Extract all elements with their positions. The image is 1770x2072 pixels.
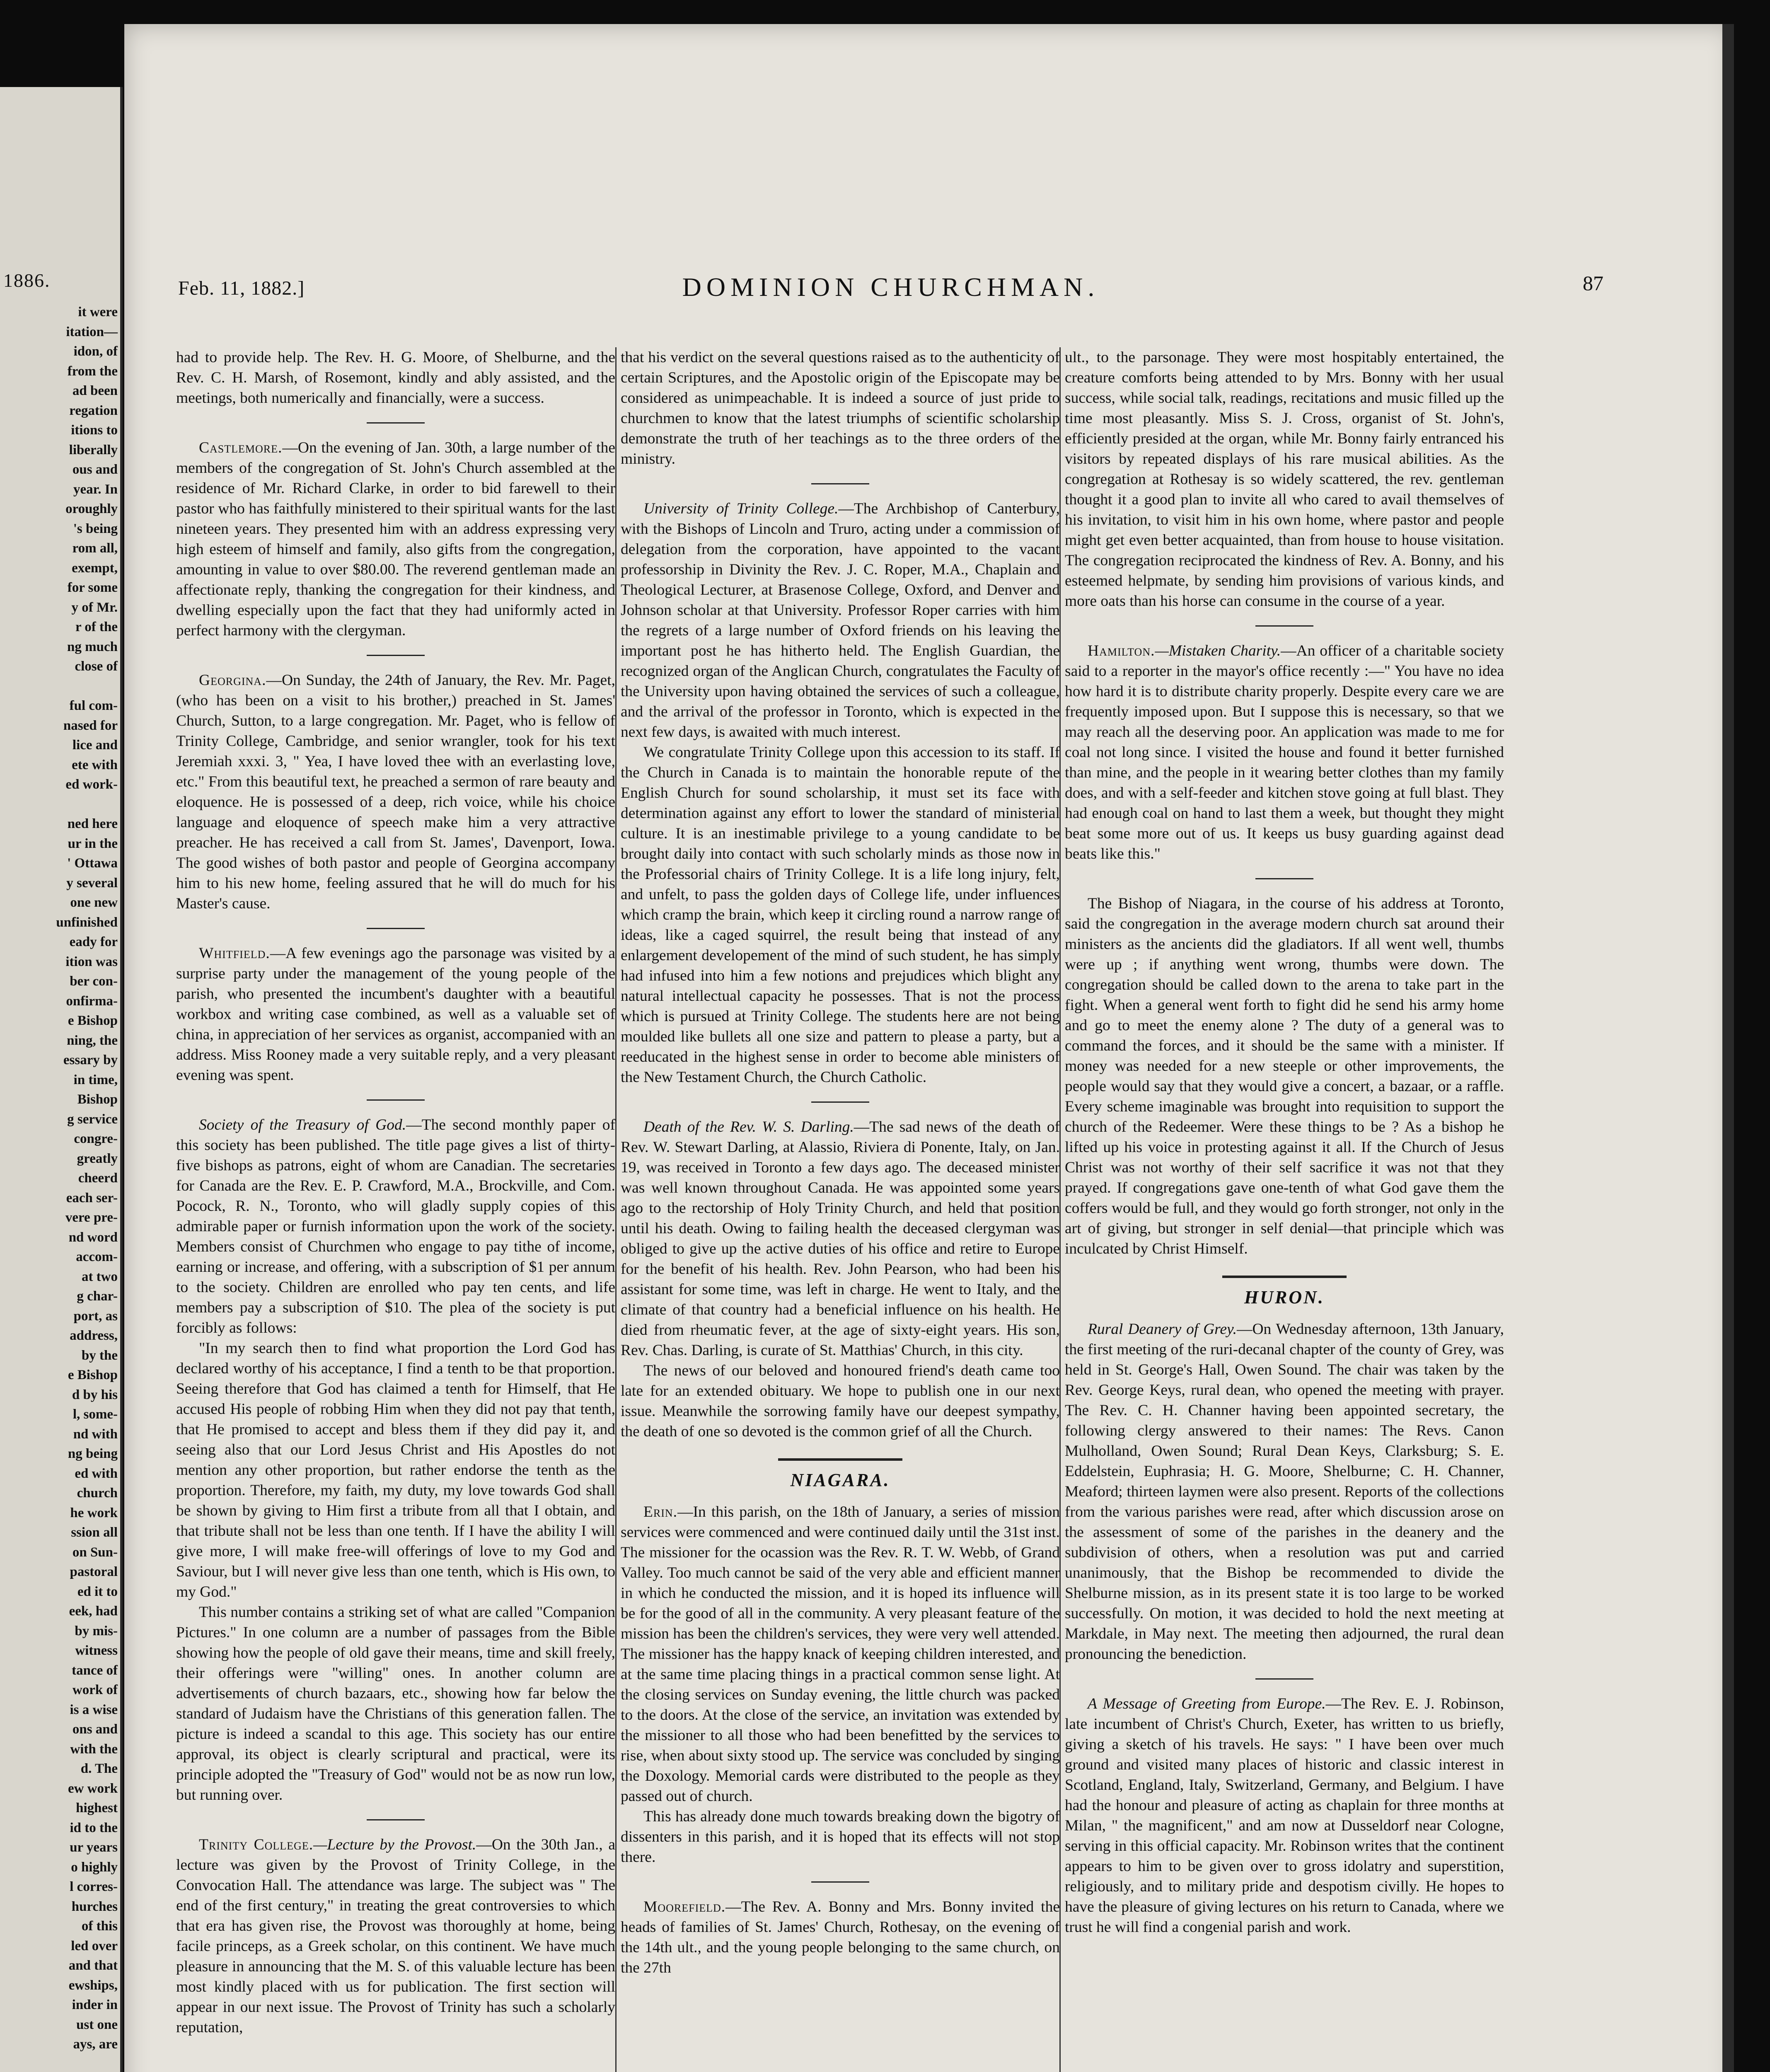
- previous-page-fragment: g char-: [77, 1289, 118, 1304]
- previous-page-fragment: [0, 795, 118, 815]
- previous-page-fragment: nd with: [73, 1426, 118, 1442]
- previous-page-fragment: liberally: [69, 442, 118, 457]
- article-hamilton: [1065, 641, 1504, 864]
- article-heading: Whitfield.: [199, 945, 270, 962]
- previous-page-fragment: oroughly: [65, 501, 118, 516]
- previous-page-fragment: rom all,: [72, 541, 118, 556]
- section-rule: [778, 1458, 902, 1461]
- previous-page-fragment: essary by: [63, 1053, 118, 1067]
- previous-page-fragment: at two: [81, 1269, 118, 1284]
- previous-page-fragment: e Bishop: [68, 1368, 118, 1382]
- article-body: —On the evening of Jan. 30th, a large number of the members of the congregation of St. John's Church assembled at the residence of Mr. Richard Clarke, in order to bid farewell to their pastor who has faithfully ministered to their spiritual wants for the last nineteen years. They presented him with an address expressing very high esteem of himself and family, also gifts from the congregation, amounting in value to over $80.00. The reverend gentleman made an affectionate reply, thanking the congregation for their kindness, and dwelling especially upon the fact that they had uniformly acted in perfect harmony with the clergyman.: [176, 439, 615, 639]
- article-university: [621, 499, 1060, 742]
- previous-page-fragment: hurches: [71, 1899, 118, 1914]
- separator: [367, 1099, 425, 1101]
- article-body: —The Rev. E. J. Robinson, late incumbent of Christ's Church, Exeter, has written to us briefly, giving a sketch of his travels. He says: " I have been over much ground and visited many places of historic and classic interest in Scotland, England, Italy, Switzerland, Germany, and Belgium. I have had the honour and pleasure of acting as chaplain for three months at Milan, " the magnificent," and am now at Dusseldorf near Cologne, serving in this official capacity. Mr. Robinson writes that the continent appears to him to be given over to gross idolatry and superstition, religiously, and to military pride and despotism civilly. He hopes to have the pleasure of giving lectures on his return to Canada, where we trust he will find a congenial parish and work.: [1065, 1695, 1504, 1936]
- masthead-title: DOMINION CHURCHMAN.: [682, 272, 1100, 302]
- previous-page-fragment: congre-: [74, 1131, 118, 1146]
- article-bishop: The Bishop of Niagara, in the course of his address at Toronto, said the congregation in the average modern church sat around their ministers as the ancients did the gladiators. If all went well, thumbs were up ; if anything went wrong, thumbs were down. The congregation should be called down to the arena to take part in the fight. When a general went forth to fight did he send his army home and go to meet the enemy alone ? The duty of a general was to command the forces, and it should be the same with a minister. If money was needed for a new steeple or other improvements, the people would say that they would give a concert, a bazaar, or a raffle. Every scheme imaginable was brought into requisition to support the church of the Redeemer. Were these things to be ? As a bishop he lifted up his voice in protesting against it all. If the Church of Jesus Christ was not worthy of their self sacrifice it was not that they prayed. If congregations gave one-tenth of what God gave them the coffers would be full, and they would go forth stronger, not only in the art of giving, but stronger in self denial—that principle which was inculcated by Christ Himself.: [1065, 895, 1504, 1257]
- page-content: [124, 24, 1734, 2072]
- column-1: [176, 347, 615, 2072]
- article-heading: Death of the Rev. W. S. Darling.: [643, 1118, 854, 1135]
- previous-page-fragment: year. In: [73, 482, 118, 497]
- previous-page-fragment: Bishop: [77, 1092, 118, 1107]
- article-body: —On Wednesday afternoon, 13th January, the first meeting of the ruri-decanal chapter of the county of Grey, was held in St. George's Hall, Owen Sound. The chair was taken by the Rev. George Keys, rural dean, who opened the meeting with prayer. The Rev. C. H. Channer having been appointed secretary, the following clergy answered to their names: The Revs. Canon Mulholland, Owen Sound; Rural Dean Keys, Clarksburg; S. E. Eddelstein, Euphrasia; H. G. Moore, Shelburne; C. H. Channer, Meaford; thirteen laymen were also present. Reports of the collections from the various parishes were read, after which discussion arose on the assessment of some of the parishes in the deanery and the subdivision of others, when a resolution was put and carried unanimously, that the Bishop be recommended to divide the Shelburne mission, as in its present state it is too large to be worked successfully. On motion, it was decided to hold the next meeting at Markdale, in May next. The meeting then adjourned, the rural dean pronouncing the benediction.: [1065, 1321, 1504, 1663]
- previous-page-fragment: tance of: [72, 1663, 118, 1678]
- previous-page-fragment: d. The: [80, 1761, 118, 1776]
- page-number: 87: [1583, 271, 1603, 295]
- article-continuation: that his verdict on the several questions raised as to the authenticity of certain Scriptures, and the Apostolic origin of the Episcopate may be considered as unimpeachable. It is indeed a source of just pride to churchmen to know that the latest triumphs of scientific scholarship demonstrate the truth of her teachings as to the three orders of the ministry.: [621, 349, 1060, 467]
- column-rule: [615, 347, 617, 2072]
- previous-page-fragment: o highly: [71, 1859, 118, 1875]
- separator: [811, 483, 869, 484]
- article-body: —A few evenings ago the parsonage was visited by a surprise party under the management of the young people of the parish, who presented the incumbent's daughter with a beautiful workbox and writing case combined, as well as a valuable set of china, in appreciation of her services as organist, accompanied with an address. Miss Rooney made a very suitable reply, and a very pleasant evening was spent.: [176, 945, 615, 1084]
- article-death: [621, 1117, 1060, 1360]
- previous-page-fragment: by mis-: [75, 1623, 118, 1639]
- previous-page-fragment: l, some-: [73, 1407, 118, 1422]
- previous-page-fragment: l corres-: [70, 1879, 118, 1894]
- previous-page-fragment: vere pre-: [65, 1210, 118, 1225]
- previous-page-fragment: one new: [70, 895, 118, 910]
- previous-page-fragment: greatly: [77, 1151, 118, 1166]
- previous-page-fragment: ' Ottawa: [67, 856, 118, 871]
- article-body: —The second monthly paper of this society has been published. The title page gives a list of thirty-five bishops as patrons, eight of whom are Canadian. The secretaries for Canada are the Rev. E. P. Crawford, M.A., Brockville, and Com. Pocock, R. N., Toronto, who will gladly supply copies of this admirable paper or furnish information upon the work of the society. Members consist of Churchmen who engage to pay tithe of income, earning or increase, and offering, with a subscription of $1 per annum to the society. Children are enrolled who pay ten cents, and life members pay a subscription of $10. The plea of the society is put forcibly as follows:: [176, 1116, 615, 1336]
- article-heading: Georgina.: [199, 672, 266, 689]
- previous-page-fragment: itation—: [66, 324, 118, 339]
- previous-page-fragment: it were: [78, 305, 118, 320]
- previous-page-fragment: nased for: [63, 718, 118, 733]
- article-heading: Society of the Treasury of God.: [199, 1116, 406, 1133]
- previous-page-fragment: ng being: [68, 1446, 118, 1461]
- previous-page-year: 1886.: [3, 270, 51, 291]
- column-2: [621, 347, 1060, 2072]
- previous-page-fragment: y several: [66, 875, 118, 891]
- previous-page-fragment: ed with: [75, 1466, 118, 1481]
- article-body: —The Archbishop of Canterbury, with the Bishops of Lincoln and Truro, acting under a commission of delegation from the corporation, have appointed to the vacant professorship in Divinity the Rev. J. C. Roper, M.A., Chaplain and Theological Lecturer, at Brasenose College, Oxford, and Denver and Johnson scholar at that University. Professor Roper carries with him the regrets of a large number of Oxford friends on his leaving the important post he has hitherto held. The English Guardian, the recognized organ of the Anglican Church, congratulates the Faculty of the University upon having obtained the services of such a colleague, and the arrival of the professor in Toronto, which is expected in the next few days, is awaited with much interest.: [621, 500, 1060, 741]
- previous-page-fragment: ous and: [72, 462, 118, 477]
- previous-page-text-fragments: [0, 303, 118, 2072]
- previous-page-fragment: ust one: [76, 2017, 118, 2032]
- article-body: —The sad news of the death of Rev. W. Stewart Darling, at Alassio, Riviera di Ponente, Italy, on Jan. 19, was received in Toronto a few days ago. The deceased minister was well known throughout Canada. He was appointed some years ago to the rectorship of Holy Trinity Church, and held that position until his death. Owing to failing health the deceased clergyman was obliged to give up the active duties of his office and retire to Europe for the benefit of his health. Rev. John Pearson, who had been his assistant for some time, was left in charge. He went to Italy, and the climate of that country had a beneficial influence on his health. He died from rheumatic fever, at the age of sixty-eight years. His son, Rev. Chas. Darling, is curate of St. Matthias' Church, in this city.: [621, 1118, 1060, 1359]
- previous-page-fragment: inder in: [72, 1997, 118, 2012]
- article-body: —In this parish, on the 18th of January, a series of mission services were commenced and were continued daily until the 31st inst. The missioner for the ocassion was the Rev. R. T. W. Webb, of Grand Valley. Too much cannot be said of the very able and efficient manner in which he conducted the mission, and it is hoped its influence will be for the good of all in the community. A very pleasant feature of the mission has been the children's services, they were very well attended. The missioner has the happy knack of keeping children interested, and at the same time placing things in a practical common sense light. At the closing services on Sunday evening, the little church was packed to the doors. At the close of the service, an invitation was extended by the missioner to all those who had been benefitted by the services to rise, when about sixty stood up. The service was concluded by singing the Doxology. Memorial cards were distributed to the people as they passed out of church.: [621, 1503, 1060, 1805]
- previous-page-fragment: ons and: [72, 1722, 118, 1737]
- article-subheading: —Mistaken Charity.: [1155, 642, 1281, 659]
- separator: [367, 1819, 425, 1820]
- previous-page-fragment: by the: [81, 1348, 118, 1363]
- previous-page-fragment: witness: [75, 1643, 118, 1658]
- previous-page-fragment: of this: [81, 1919, 118, 1934]
- previous-page-fragment: [0, 677, 118, 697]
- previous-page-fragment: d by his: [72, 1387, 118, 1402]
- article-body: —An officer of a charitable society said to a reporter in the mayor's office recently :—" You have no idea how hard it is to distribute charity properly. Despite every care we are frequently imposed upon. But I suppose this is necessary, so that we may reach all the deserving poor. An application was made to me for coal not long since. I visited the house and found it better furnished than mine, and the people in it wearing better clothes than my family does, and with a self-feeder and kitchen stove going at full blast. They had enough coal on hand to last them a week, but thought they might beat some more out of us. It keeps us busy guarding against dead beats like this.": [1065, 642, 1504, 862]
- article-grey: [1065, 1319, 1504, 1664]
- previous-page-fragment: each ser-: [66, 1190, 118, 1205]
- article-heading: Trinity College.: [199, 1836, 314, 1853]
- previous-page-fragment: cheerd: [78, 1171, 118, 1186]
- separator: [811, 1881, 869, 1883]
- previous-page-fragment: address,: [70, 1328, 118, 1343]
- previous-page-fragment: in time,: [73, 1072, 118, 1087]
- previous-page-fragment: [0, 2055, 118, 2072]
- previous-page-fragment: and that: [68, 1958, 118, 1973]
- previous-page-fragment: ned here: [67, 816, 118, 831]
- article-body: —On Sunday, the 24th of January, the Rev. Mr. Paget, (who has been on a visit to his brother,) preached in St. James' Church, Sutton, to a large congregation. Mr. Paget, who is fellow of Trinity College, Cambridge, and senior wrangler, took for his text Jeremiah xxxi. 3, " Yea, I have loved thee with an everlasting love, etc." From this beautiful text, he preached a sermon of rare beauty and eloquence. He is possessed of a deep, rich voice, while his choice language and eloquence of speech make him a very attractive preacher. He has received a call from St. James', Davenport, Iowa. The good wishes of both pastor and people of Georgina accompany him to his new home, feeling assured that he will do much for his Master's cause.: [176, 672, 615, 912]
- article-whitfield: [176, 943, 615, 1085]
- article-moorefield: [621, 1897, 1060, 1978]
- article-heading: Erin.: [643, 1503, 678, 1520]
- article-quote: "In my search then to find what proportion the Lord God has declared worthy of his acceptance, I find a tenth to be that proportion. Seeing therefore that God has claimed a tenth for Himself, that He accused His people of robbing Him when they did not pay that tenth, that He promised to accept and bless them if they did pay it, and seeing also that our Lord Jesus Christ and His Apostles do not mention any other proportion, but rather endorse the tenth as the proportion. Therefore, my faith, my duty, my love towards God shall be shown by giving to Him first a tribute from all that I obtain, and that tribute shall not be less than one tenth. If I have the ability I will give more, I will make free-will offerings of love to my God and Saviour, but I will never give less than one tenth, which is His own, to my God.": [176, 1340, 615, 1600]
- section-title-huron: HURON.: [1244, 1287, 1325, 1307]
- previous-page-fragment: ed it to: [77, 1584, 118, 1599]
- article-heading: Castlemore.: [199, 439, 283, 456]
- previous-page-fragment: unfinished: [56, 915, 118, 930]
- previous-page-fragment: ber con-: [70, 974, 118, 989]
- article-heading: A Message of Greeting from Europe.: [1088, 1695, 1326, 1712]
- previous-page-fragment: ng much: [67, 639, 118, 654]
- previous-page-fragment: ning, the: [67, 1033, 118, 1048]
- article-erin: [621, 1502, 1060, 1806]
- previous-page-fragment: eady for: [69, 934, 118, 949]
- previous-page-fragment: regation: [69, 403, 118, 418]
- article-trinity: [176, 1835, 615, 2038]
- separator: [1255, 1678, 1313, 1680]
- article-castlemore: [176, 438, 615, 641]
- previous-page-fragment: ssion all: [71, 1525, 118, 1540]
- separator: [811, 1101, 869, 1103]
- previous-page-fragment: pastoral: [70, 1564, 118, 1579]
- article-society: [176, 1115, 615, 1338]
- previous-page-fragment: he work: [70, 1505, 118, 1520]
- article-heading: Moorefield.: [643, 1898, 726, 1915]
- previous-page-fragment: accom-: [76, 1249, 118, 1264]
- previous-page-fragment: id to the: [70, 1820, 118, 1835]
- previous-page-fragment: for some: [67, 580, 118, 595]
- column-3: [1065, 347, 1504, 2072]
- article-heading: University of Trinity College.: [643, 500, 839, 517]
- previous-page-edge: [0, 87, 123, 2072]
- separator: [1255, 878, 1313, 879]
- article-heading: Hamilton.: [1088, 642, 1155, 659]
- previous-page-fragment: ays, are: [73, 2037, 118, 2052]
- article-continuation: had to provide help. The Rev. H. G. Moore, of Shelburne, and the Rev. C. H. Marsh, of Rosemont, kindly and ably assisted, and the meetings, both numerically and financially, were a success.: [176, 349, 615, 407]
- previous-page-fragment: y of Mr.: [71, 600, 118, 615]
- section-title-niagara: NIAGARA.: [790, 1470, 890, 1490]
- previous-page-fragment: ete with: [72, 757, 118, 772]
- previous-page-fragment: eek, had: [69, 1604, 118, 1619]
- previous-page-fragment: ed work-: [65, 777, 118, 792]
- previous-page-fragment: port, as: [73, 1308, 118, 1324]
- article-paragraph: This number contains a striking set of what are called "Companion Pictures." In one column are a number of passages from the Bible showing how the people of old gave their means, time and skill freely, their offerings were "willing" ones. In another column are advertisements of church bazaars, etc., showing how far below the standard of Judaism have the Christians of this generation fallen. The picture is indeed a scandal to this age. This society has our entire approval, its object is clearly scriptural and practical, were its principle adopted the "Treasury of God" would not be as now run low, but running over.: [176, 1604, 615, 1803]
- article-heading: Rural Deanery of Grey.: [1088, 1321, 1237, 1338]
- article-paragraph: This has already done much towards breaking down the bigotry of dissenters in this parish, and it is hoped that its effects will not stop there.: [621, 1808, 1060, 1866]
- separator: [367, 655, 425, 656]
- previous-page-fragment: itions to: [71, 423, 118, 438]
- previous-page-fragment: led over: [71, 1938, 118, 1953]
- previous-page-fragment: ad been: [72, 383, 118, 398]
- previous-page-fragment: ur in the: [68, 836, 118, 851]
- article-continuation: ult., to the parsonage. They were most hospitably entertained, the creature comforts being attended to by Mrs. Bonny with her usual success, while social talk, readings, recitations and music filled up the time most pleasantly. Miss S. J. Cross, organist of St. John's, efficiently presided at the organ, while Mr. Bonny fairly entranced his visitors by repeated displays of his rare musical abilities. As the congregation at Rothesay is so widely scattered, the rev. gentleman thought it a good plan to invite all who cared to avail themselves of his invitation, to visit him in his own home, where pastor and people might get even better acquainted, than from house to house visitation. The congregation reciprocated the kindness of Rev. A. Bonny, and his esteemed helpmate, by sending him provisions of various kinds, and more oats than his horse can consume in the course of a year.: [1065, 349, 1504, 610]
- previous-page-fragment: idon, of: [73, 344, 118, 359]
- previous-page-fragment: lice and: [72, 738, 118, 753]
- article-greeting: [1065, 1694, 1504, 1937]
- previous-page-fragment: ewships,: [68, 1978, 118, 1993]
- issue-date: Feb. 11, 1882.]: [178, 277, 305, 299]
- section-rule: [1222, 1276, 1347, 1278]
- previous-page-fragment: r of the: [75, 620, 118, 634]
- article-paragraph: The news of our beloved and honoured friend's death came too late for an extended obituary. We hope to publish one in our next issue. Meanwhile the sorrowing family have our deepest sympathy, the death of one so devoted is the common grief of all the Church.: [621, 1362, 1060, 1440]
- page-header: [178, 269, 1603, 306]
- previous-page-fragment: highest: [76, 1801, 118, 1815]
- previous-page-fragment: ew work: [68, 1781, 118, 1796]
- previous-page-fragment: nd word: [68, 1230, 118, 1245]
- previous-page-fragment: ful com-: [69, 698, 118, 713]
- separator: [367, 422, 425, 424]
- previous-page-fragment: e Bishop: [68, 1013, 118, 1028]
- article-body: —On the 30th Jan., a lecture was given by the Provost of Trinity College, in the Convocation Hall. The attendance was large. The subject was " The end of the first century," in treating the great controversies to which that era has given rise, the Provost was thoroughly at home, being facile princeps, as a Greek scholar, on this continent. We have much pleasure in announcing that the M. S. of this valuable lecture has been most kindly placed with us for publication. The first section will appear in our next issue. The Provost of Trinity has such a scholarly reputation,: [176, 1836, 615, 2036]
- previous-page-fragment: on Sun-: [72, 1544, 118, 1560]
- previous-page-fragment: is a wise: [70, 1702, 118, 1717]
- article-subheading: —Lecture by the Provost.: [313, 1836, 476, 1853]
- previous-page-fragment: close of: [75, 659, 118, 674]
- article-body: —The Rev. A. Bonny and Mrs. Bonny invited the heads of families of St. James' Church, Rothesay, on the evening of the 14th ult., and the young people belonging to the same church, on the 27th: [621, 1898, 1060, 1976]
- article-paragraph: We congratulate Trinity College upon this accession to its staff. If the Church in Canada is to maintain the honorable repute of the English Church for sound scholarship, it must set its face with determination against any effort to lower the standard of ministerial culture. It is an inestimable privilege to a young candidate to be brought daily into contact with such scholarly minds as those now in the Professorial chairs of Trinity College. It is a life long injury, felt, and unfelt, to pass the golden days of College life, under influences which cramp the brain, which keep it circling round a narrow range of ideas, like a caged squirrel, the result being that instead of any enlargement developement of the mind of such student, he has simply had infused into him a few notions and prejudices which blight any natural intellectual capacity he possesses. That is not the process which is pursued at Trinity College. The students here are not being moulded like bullets all one size and pattern to please a party, but a reeducated in the highest sense in order to become able ministers of the New Testament Church, the Church Catholic.: [621, 744, 1060, 1086]
- separator: [367, 928, 425, 929]
- article-georgina: [176, 670, 615, 914]
- previous-page-fragment: g service: [67, 1111, 118, 1127]
- previous-page-fragment: ur years: [70, 1840, 118, 1855]
- separator: [1255, 625, 1313, 627]
- previous-page-fragment: ition was: [65, 954, 118, 969]
- previous-page-fragment: 's being: [73, 521, 118, 536]
- previous-page-fragment: with the: [70, 1741, 118, 1757]
- previous-page-fragment: work of: [72, 1682, 118, 1697]
- previous-page-fragment: from the: [67, 363, 118, 379]
- previous-page-fragment: onfirma-: [66, 993, 118, 1009]
- previous-page-fragment: exempt,: [72, 560, 118, 576]
- previous-page-fragment: church: [77, 1486, 118, 1501]
